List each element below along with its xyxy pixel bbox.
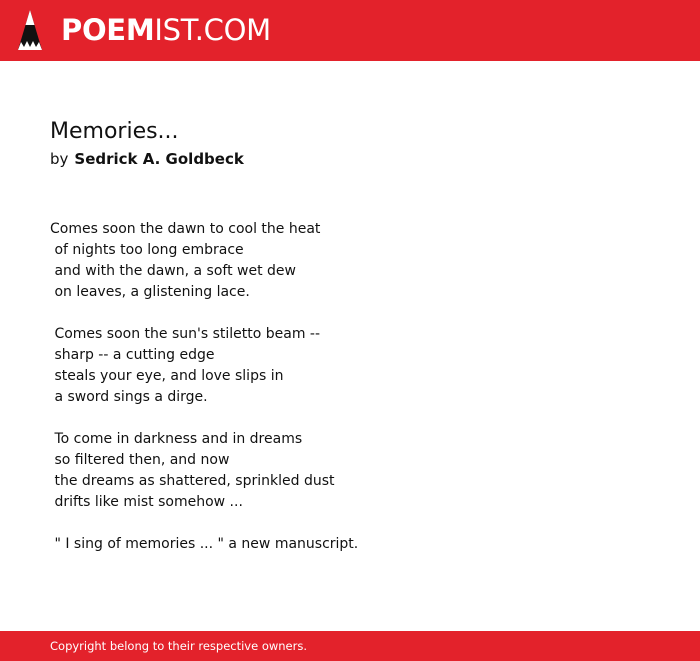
stanza xyxy=(50,429,650,513)
stanza xyxy=(50,324,650,408)
poem-title: Memories... xyxy=(50,119,179,144)
poem-line: of nights too long embrace xyxy=(50,242,244,258)
poem-line: steals your eye, and love slips in xyxy=(50,368,284,384)
poem-line: a sword sings a dirge. xyxy=(50,389,208,405)
poem-line: on leaves, a glistening lace. xyxy=(50,284,250,300)
brand-bold: POEM xyxy=(61,13,155,47)
stanza xyxy=(50,534,650,555)
poem-line: Comes soon the sun's stiletto beam -- xyxy=(50,326,321,342)
byline xyxy=(50,148,650,170)
poem-line: the dreams as shattered, sprinkled dust xyxy=(50,473,335,489)
poem-line: " I sing of memories ... " a new manuscript. xyxy=(50,536,359,552)
poem-line: so filtered then, and now xyxy=(50,452,230,468)
author-name[interactable]: Sedrick A. Goldbeck xyxy=(74,150,244,168)
poem-body xyxy=(50,219,650,576)
copyright-notice: Copyright belong to their respective owners. xyxy=(50,639,308,653)
poem-line: and with the dawn, a soft wet dew xyxy=(50,263,296,279)
site-footer xyxy=(0,631,700,661)
site-logo[interactable] xyxy=(17,9,271,51)
site-name xyxy=(61,9,271,51)
poem-line: Comes soon the dawn to cool the heat xyxy=(50,221,321,237)
pen-nib-icon xyxy=(17,9,43,51)
poem-line: sharp -- a cutting edge xyxy=(50,347,215,363)
site-header xyxy=(0,0,700,61)
poem-line: To come in darkness and in dreams xyxy=(50,431,303,447)
brand-light: IST.COM xyxy=(154,13,271,47)
poem-line: drifts like mist somehow ... xyxy=(50,494,243,510)
stanza xyxy=(50,219,650,303)
by-label: by xyxy=(50,150,69,168)
poem-header xyxy=(50,118,650,170)
